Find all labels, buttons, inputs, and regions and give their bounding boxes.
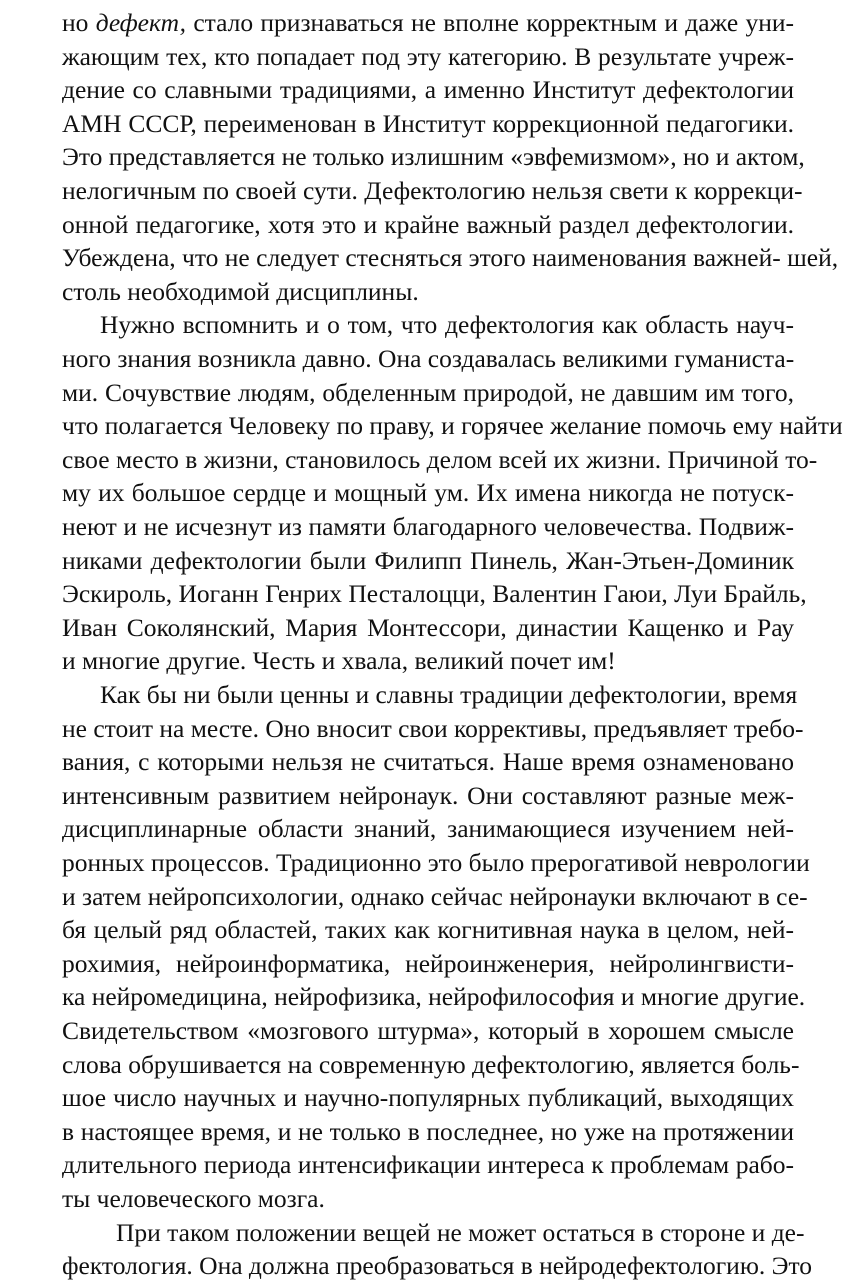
text-line xyxy=(62,376,794,410)
text-line xyxy=(62,1182,794,1216)
text-line xyxy=(62,913,794,947)
text-line xyxy=(62,174,803,208)
text-line xyxy=(116,1216,805,1250)
text-line xyxy=(62,476,794,510)
text-line xyxy=(62,544,794,578)
text-run: онной педагогике, хотя это и крайне важный раздел дефектологии. xyxy=(62,209,794,239)
text-line xyxy=(62,947,794,981)
text-line xyxy=(62,812,794,846)
text-line xyxy=(62,980,806,1014)
text-run: ного знания возникла давно. Она создавалась великими гуманиста- xyxy=(62,344,795,373)
text-line xyxy=(62,40,794,74)
text-line xyxy=(62,6,794,40)
text-line xyxy=(62,409,843,443)
text-run: вания, с которыми нельзя не считаться. Наше время ознаменовано xyxy=(62,747,794,777)
text-run: бя целый ряд областей, таких как когнитивная наука в целом, ней- xyxy=(62,915,794,945)
text-line xyxy=(62,107,794,141)
text-line xyxy=(100,308,794,342)
text-run: Свидетельством «мозгового штурма», который в хорошем смысле xyxy=(62,1016,794,1045)
text-run: ми. Сочувствие людям, обделенным природой, не давшим им того, xyxy=(62,377,794,407)
text-line xyxy=(62,644,794,678)
text-run: столь необходимой дисциплины. xyxy=(62,276,419,306)
text-line xyxy=(62,712,804,746)
text-run: Убеждена, что не следует стесняться этого наименования важней- шей, xyxy=(62,243,839,273)
text-line xyxy=(62,745,794,779)
text-line xyxy=(62,241,839,275)
text-run: в настоящее время, и не только в последнее, но уже на протяжении xyxy=(62,1116,794,1146)
text-line xyxy=(100,678,798,712)
text-run: нелогичным по своей сути. Дефектологию нельзя свети к коррекци- xyxy=(62,176,803,205)
text-run: никами дефектологии были Филипп Пинель, Жан-Этьен-Доминик xyxy=(62,545,794,575)
text-run: Это представляется не только излишним «эвфемизмом», но и актом, xyxy=(62,142,805,172)
text-line xyxy=(62,1148,794,1182)
text-run: Эскироль, Иоганн Генрих Песталоцци, Валентин Гаюи, Луи Брайль, xyxy=(62,579,807,609)
text-run: ка нейромедицина, нейрофизика, нейрофилософия и многие другие. xyxy=(62,982,806,1012)
text-line xyxy=(62,846,810,880)
text-run: интенсивным развитием нейронаук. Они составляют разные меж- xyxy=(62,780,794,810)
text-run: рохимия, нейроинформатика, нейроинженерия, нейролингвисти- xyxy=(62,948,794,978)
text-line xyxy=(62,1081,794,1115)
text-line xyxy=(62,73,794,107)
text-run: ты человеческого мозга. xyxy=(62,1184,325,1213)
text-line xyxy=(62,140,805,174)
text-line xyxy=(62,1048,800,1082)
text-run: жающим тех, кто попадает под эту категорию. В результате учреж- xyxy=(62,41,794,71)
text-run: Как бы ни были ценны и славны традиции дефектологии, время xyxy=(100,680,798,709)
text-run: Нужно вспомнить и о том, что дефектология как область науч- xyxy=(100,310,794,340)
text-line xyxy=(62,880,808,914)
text-run: длительного периода интенсификации интереса к проблемам рабо- xyxy=(62,1150,794,1180)
text-run: неют и не исчезнут из памяти благодарного человечества. Подвиж- xyxy=(62,512,794,541)
emphasis: дефект, xyxy=(95,8,187,37)
text-line xyxy=(62,1249,813,1283)
text-run: не стоит на месте. Оно вносит свои коррективы, предъявляет требо- xyxy=(62,713,804,743)
text-run: ронных процессов. Традиционно это было прерогативой неврологии xyxy=(62,848,810,877)
text-line xyxy=(62,443,818,477)
text-run: но xyxy=(62,8,96,37)
text-run: дисциплинарные области знаний, занимающиеся изучением ней- xyxy=(62,814,794,844)
text-run: шое число научных и научно-популярных публикаций, выходящих xyxy=(62,1083,794,1113)
text-run: что полагается Человеку по праву, и горячее желание помочь ему найти xyxy=(62,411,843,441)
text-run: Иван Соколянский, Мария Монтессори, династии Кащенко и Рау xyxy=(62,612,794,642)
text-line xyxy=(62,275,794,309)
text-run: слова обрушивается на современную дефектологию, является боль- xyxy=(62,1049,800,1079)
text-line xyxy=(62,342,794,376)
text-line xyxy=(62,510,794,544)
text-run: АМН СССР, переименован в Институт коррекционной педагогики. xyxy=(62,108,794,138)
text-line xyxy=(62,1115,794,1149)
text-run: фектология. Она должна преобразоваться в нейродефектологию. Это xyxy=(62,1251,813,1281)
text-run: му их большое сердце и мощный ум. Их имена никогда не потуск- xyxy=(62,478,794,508)
text-run: стало признаваться не вполне корректным и даже уни- xyxy=(186,8,794,37)
text-run: дение со славными традициями, а именно Институт дефектологии xyxy=(62,75,794,105)
text-line xyxy=(62,611,794,645)
text-line xyxy=(62,779,794,813)
text-run: и многие другие. Честь и хвала, великий почет им! xyxy=(62,646,616,676)
text-line xyxy=(62,577,807,611)
text-run: свое место в жизни, становилось делом всей их жизни. Причиной то- xyxy=(62,444,818,474)
text-run: и затем нейропсихологии, однако сейчас нейронауки включают в се- xyxy=(62,881,808,911)
text-line xyxy=(62,1014,794,1048)
text-run: При таком положении вещей не может остаться в стороне и де- xyxy=(116,1217,805,1247)
text-line xyxy=(62,208,794,242)
